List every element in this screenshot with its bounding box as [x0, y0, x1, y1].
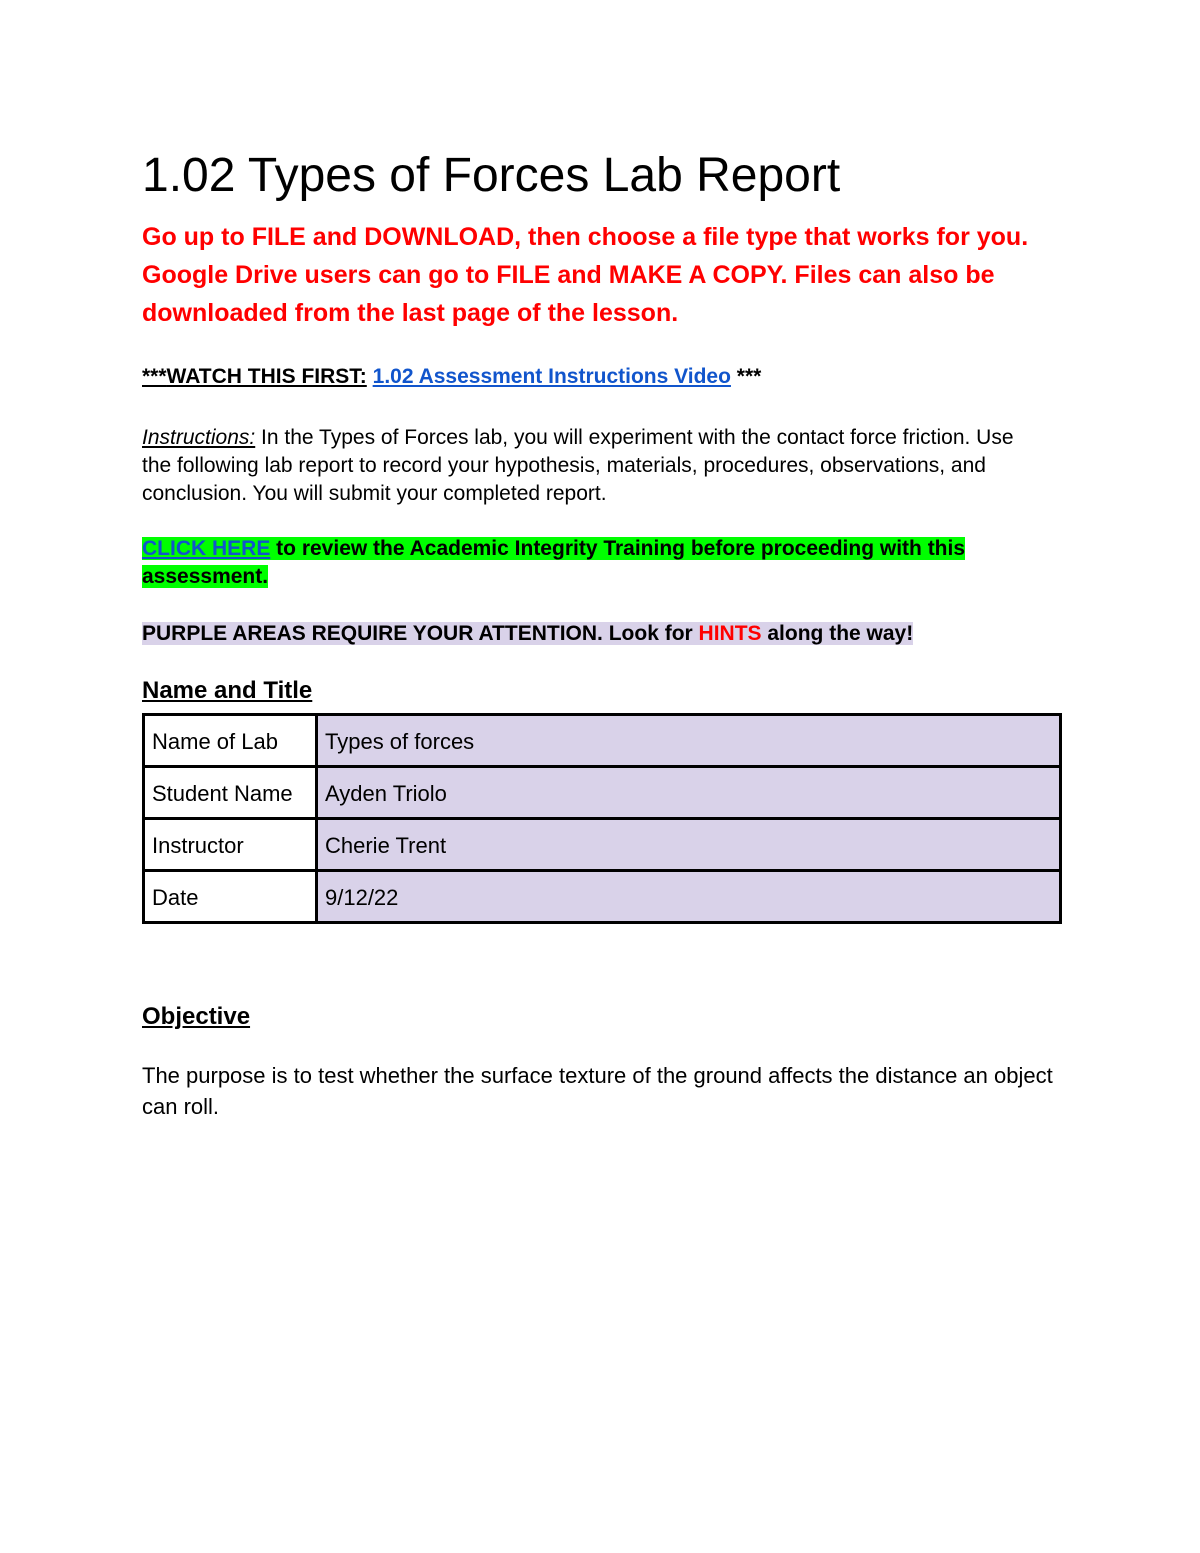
- student-name-label: Student Name: [144, 767, 317, 819]
- academic-integrity-notice: [142, 535, 1042, 591]
- instructor-value[interactable]: Cherie Trent: [317, 819, 1061, 871]
- table-row: [144, 819, 1061, 871]
- academic-integrity-link[interactable]: CLICK HERE: [142, 537, 271, 560]
- lab-name-value[interactable]: Types of forces: [317, 715, 1061, 767]
- lab-info-table: [142, 713, 1062, 924]
- watch-first-line: [142, 363, 761, 391]
- table-row: [144, 715, 1061, 767]
- date-value[interactable]: 9/12/22: [317, 871, 1061, 923]
- attention-text: PURPLE AREAS REQUIRE YOUR ATTENTION. Look for: [142, 622, 699, 645]
- watch-prefix: ***: [142, 365, 167, 388]
- table-row: [144, 871, 1061, 923]
- watch-suffix: ***: [730, 365, 762, 388]
- instructor-label: Instructor: [144, 819, 317, 871]
- instructions-text: In the Types of Forces lab, you will experiment with the contact force friction. Use the following lab report to record your hypothesis, materials, procedures, observations, and conclusion. You will submit your completed report.: [142, 426, 1014, 505]
- download-instructions: Go up to FILE and DOWNLOAD, then choose a file type that works for you. Google Drive users can go to FILE and MAKE A COPY. Files can also be downloaded from the last page of the lesson.: [142, 223, 1029, 327]
- lab-name-label: Name of Lab: [144, 715, 317, 767]
- instructions-paragraph: [142, 424, 1042, 508]
- student-name-value[interactable]: Ayden Triolo: [317, 767, 1061, 819]
- assessment-video-link[interactable]: 1.02 Assessment Instructions Video: [372, 365, 731, 388]
- date-label: Date: [144, 871, 317, 923]
- watch-label: WATCH THIS FIRST:: [166, 365, 367, 388]
- objective-heading: Objective: [142, 1003, 251, 1030]
- page-title: 1.02 Types of Forces Lab Report: [142, 149, 841, 202]
- academic-integrity-text: to review the Academic Integrity Training before proceeding with this assessment.: [142, 537, 966, 588]
- name-title-heading: Name and Title: [142, 677, 313, 704]
- table-row: [144, 767, 1061, 819]
- objective-text: The purpose is to test whether the surface texture of the ground affects the distance an object can roll.: [142, 1063, 1053, 1119]
- attention-notice: [142, 620, 913, 648]
- instructions-label: Instructions:: [142, 426, 256, 449]
- hints-word: HINTS: [698, 622, 762, 645]
- attention-text-end: along the way!: [761, 622, 914, 645]
